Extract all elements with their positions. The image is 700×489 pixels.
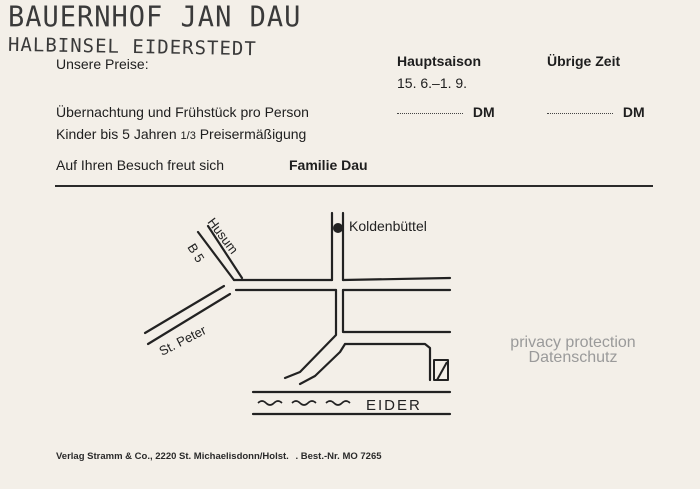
- road-main-east: [234, 278, 450, 290]
- map-label-koldenbuettel: Koldenbüttel: [349, 218, 427, 234]
- handwritten-region: HALBINSEL EIDERSTEDT: [7, 33, 257, 61]
- children-suffix: Preisermäßigung: [195, 126, 307, 142]
- order-number: . Best.-Nr. MO 7265: [295, 451, 382, 462]
- watermark: [498, 334, 648, 367]
- map-label-eider: EIDER: [366, 397, 422, 414]
- publisher-footer: [56, 451, 382, 462]
- map-label-st-peter: St. Peter: [156, 322, 209, 359]
- high-season-header: Hauptsaison: [397, 53, 482, 69]
- greeting-text: Auf Ihren Besuch freut sich: [56, 157, 225, 173]
- publisher-text: Verlag Stramm & Co., 2220 St. Michaelisdonn/Holst.: [56, 451, 289, 462]
- watermark-line1: privacy protection: [510, 334, 636, 351]
- greeting-family: Familie Dau: [289, 157, 368, 173]
- eider-waves: [258, 401, 350, 405]
- watermark-line2: Datenschutz: [528, 349, 618, 366]
- currency-label: DM: [472, 104, 495, 120]
- building-hatch: [437, 362, 447, 380]
- handwritten-farm-name: BAUERNHOF JAN DAU: [8, 1, 302, 34]
- prices-label: Unsere Preise:: [56, 56, 149, 72]
- other-season-header: Übrige Zeit: [547, 53, 621, 69]
- children-prefix: Kinder bis 5 Jahren: [56, 126, 181, 142]
- children-fraction: 1/3: [180, 130, 196, 142]
- map-label-husum: Husum: [204, 214, 242, 257]
- row-overnight-breakfast: Übernachtung und Frühstück pro Person: [56, 104, 309, 120]
- map-label-b5: B 5: [184, 240, 208, 266]
- location-dot: [333, 223, 343, 233]
- road-south: [285, 290, 450, 384]
- currency-label: DM: [622, 104, 645, 120]
- high-season-dates: 15. 6.–1. 9.: [397, 75, 468, 91]
